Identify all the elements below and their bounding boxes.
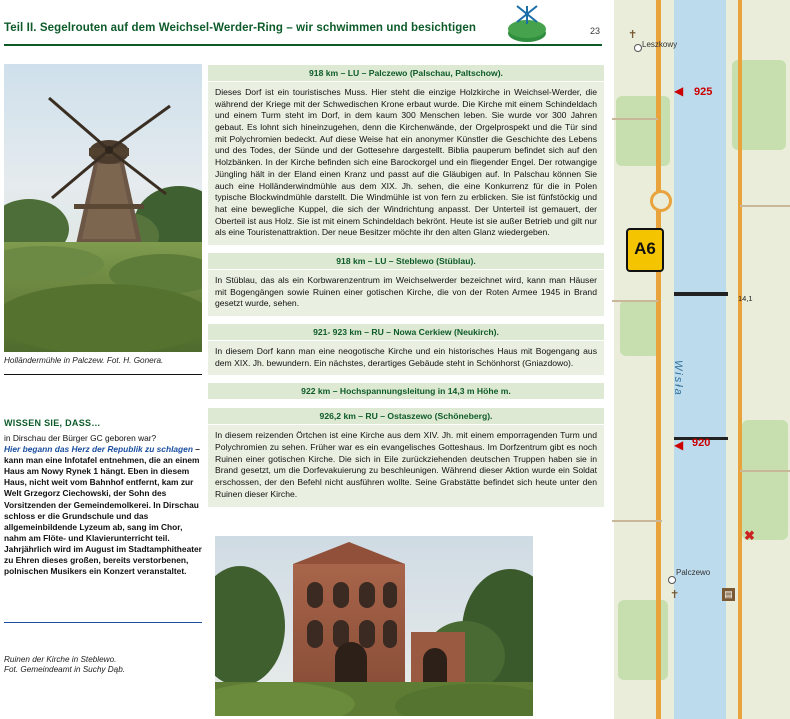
map-river-label: Wisła [672,360,684,397]
map-arrow-icon: ◀ [674,84,684,98]
map-road-number-920: 920 [692,437,711,449]
map-panel[interactable] [612,0,790,719]
map-road-main [656,0,661,719]
map-town-dot [634,44,642,52]
church-icon: ✝ [670,589,680,601]
photo-church-ruins [215,536,533,716]
did-you-know-box [4,418,204,577]
map-town-dot [668,576,676,584]
photo-ruins-caption-line2: Fot. Gemeindeamt in Suchy Dąb. [4,665,126,675]
museum-icon: ▤ [722,588,735,601]
photo-windmill [4,64,202,352]
map-point-of-interest-icon: ✖ [744,528,755,543]
map-bridge-marker [674,292,728,296]
section-body-nowa-cerkiew: In diesem Dorf kann man eine neogotische Kirche und ein historisches Haus mit Bogengang aus dem XIX. Jh. bewundern. Ein nächstes, derartiges Gebäude steht in Schönhorst (Gniazdowo). [208,341,604,375]
map-green-area [742,420,788,540]
header-divider [4,44,602,46]
map-green-area [616,96,670,166]
windmill-logo-icon [505,2,549,44]
section-heading-nowa-cerkiew: 921- 923 km – RU – Nowa Cerkiew (Neukirch). [208,323,604,341]
photo-ruins-left-caption [4,655,204,676]
did-you-know-title: WISSEN SIE, DASS… [4,418,101,428]
did-you-know-divider [4,622,202,623]
photo-ruins-caption-line1: Ruinen der Kirche in Steblewo. [4,655,117,664]
church-icon: ✝ [628,29,638,41]
map-label-leszkowy: Leszkowy [642,40,678,49]
did-you-know-body: – kann man eine Infotafel entnehmen, die an einem Haus am Nowy Rynek 1 hängt. Eben in diesem Haus, nicht weit vom Bahnhof entfernt, kam zur Welt Grzegorz Ciechowski, der Sohn des Vorsitzenden der Gemeindemolkerei. In Dirschau schloss er die Grundschule und das allgemeinbildende Lyzeum ab, sang im Chor, nahm am Flöte- und Klavierunterricht teil. Jahrjährlich wird im August im Stadtamphitheater zu Ehren dieses großen, bereits verstorbenen, polnischen Musikers ein Konzert veranstaltet. [4,444,202,577]
photo-windmill-caption: Holländermühle in Palczew. Fot. H. Gonera. [4,356,164,365]
page-number: 23 [590,26,601,36]
map-road-badge-a6[interactable]: A6 [626,228,664,272]
section-heading-steblewo: 918 km – LU – Steblewo (Stüblau). [208,252,604,270]
page-header [0,0,620,52]
map-height-label: 14,1 [738,294,753,303]
caption-divider [4,374,202,375]
section-heading-hochspannungsleitung: 922 km – Hochspannungsleitung in 14,3 m Höhe m. [208,382,604,400]
page-title: Teil II. Segelrouten auf dem Weichsel-Werder-Ring – wir schwimmen und besichtigen [4,22,477,34]
map-road-minor [740,470,790,472]
section-body-steblewo: In Stüblau, das als ein Korbwarenzentrum im Weichselwerder bezeichnet wird, kann man Häuser mit Bogengängen sowie Ruinen einer gotischen Kirche, die von der Roten Armee 1945 in Brand gesetzt wurde, sehen. [208,270,604,316]
section-heading-palczewo: 918 km – LU – Palczewo (Palschau, Paltschow). [208,64,604,82]
map-road-secondary [738,0,742,719]
article-column [208,64,604,507]
did-you-know-lead: in Dirschau der Bürger GC geboren war? [4,433,157,443]
map-road-number-925: 925 [694,86,713,98]
map-arrow-icon: ◀ [674,438,684,452]
map-roundabout-icon [650,190,672,212]
section-body-palczewo: Dieses Dorf ist ein touristisches Muss. Hier steht die einzige Holzkirche in Weichsel-Werder, die während der Kriege mit der Schwedischen Krone erbaut wurde. Die Kirche mit einem Schindeldach und einem Turm steht im Dorf, in dem kaum 300 Menschen leben. Sie wurde vor 300 Jahren gebaut. Es lohnt sich hineinzugehen, denn die Kirchenwände, der Orgelprospekt und die Tür sind mit Polychromien bedeckt. Auf diese Weise hat ein anonymer Künstler die Geschichte des Lebens und des Todes, der Sünde und der Gottesehre dargestellt. Biblia pauperum befindet sich auf den Holzbänken. In der Kirche befinden sich eine Barockorgel und ein fliegender Engel. Der rotwangige Jüngling hält in der Eland einen Kranz und passt auf die Gläubigen auf. In Palschau können Sie auch eine Holländerwindmühle aus dem XIX. Jh. sehen, die eine Konkurrenz für die in Polen typische Blockwindmühle darstellt. Die Windmühle ist von fern zu erblicken. Sie ist fünfstöckig und hat eine bewegliche Kuppel, die sich der Windrichtung anpasst. Der Unterteil ist gemauert, der Oberteil ist aus Holz. Sie ist mit einem Schindeldach bekrönt. Heute ist sie außer Betrieb und gilt nur als eine Touristenattraktion. Der neue Besitzer möchte ihr den alten Glanz wiedergeben. [208,82,604,245]
did-you-know-highlight: Hier begann das Herz der Republik zu schlagen [4,444,193,455]
map-green-area [620,300,660,356]
section-body-ostaszewo: In diesem reizenden Örtchen ist eine Kirche aus dem XIV. Jh. mit einem emporragenden Turm und Polychromien zu sehen. Früher war es ein evangelisches Gotteshaus. Im Dorfzentrum gibt es noch Ruinen einer gotischen Kirche. Die sich in Eile zurückziehenden deutschen Truppen haben sie in Brand gesetzt, um die Dorfevakuierung zu beschleunigen. Während dieser Aktion wurde ein Soldat erschossen, der den Befehl nicht ausführen wollte. Seine Grabstätte befindet sich heute unter den Ruinen dieser Kirche. [208,425,604,506]
map-road-minor [612,300,658,302]
map-road-minor [612,118,658,120]
map-left-border [612,0,614,719]
section-heading-ostaszewo: 926,2 km – RU – Ostaszewo (Schöneberg). [208,407,604,425]
map-road-minor [740,205,790,207]
map-label-palczewo: Palczewo [676,568,711,577]
map-road-minor [612,520,662,522]
